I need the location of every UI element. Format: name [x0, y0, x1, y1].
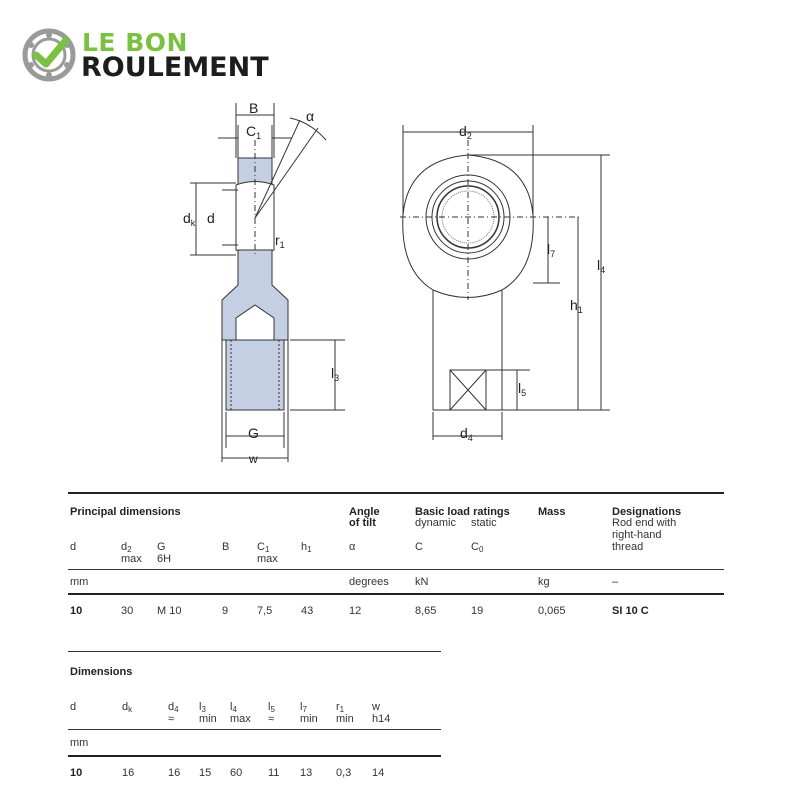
cell-d2: 30	[121, 605, 134, 617]
label-l7: $l_7$	[547, 241, 556, 259]
col2-l5: $l_5$	[268, 701, 275, 714]
cell-h1: 43	[301, 605, 314, 617]
col2-l7: $l_7$	[300, 701, 307, 714]
cell2-w: 14	[372, 767, 385, 779]
col2-l5-note: ≈	[268, 713, 275, 725]
col2-dk: $d_k$	[122, 701, 133, 714]
col2-d4-note: ≈	[168, 713, 175, 725]
group-angle-l2: of tilt	[349, 517, 376, 529]
col-d2: $d_2$	[121, 541, 132, 554]
cell-designation: SI 10 C	[612, 605, 649, 617]
cell-alpha: 12	[349, 605, 362, 617]
design-sub3: thread	[612, 541, 644, 553]
unit-degrees: degrees	[349, 576, 389, 588]
label-l4: $l_4$	[597, 257, 606, 275]
label-h1: $h_1$	[570, 297, 583, 315]
col-G: G	[157, 541, 166, 553]
col-alpha: α	[349, 541, 356, 553]
cell2-r1: 0,3	[336, 767, 352, 779]
group-basic: Basic load ratings	[415, 506, 510, 518]
col-B: B	[222, 541, 230, 553]
design-sub2: right-hand	[612, 529, 662, 541]
col-G-note: 6H	[157, 553, 172, 565]
cell2-d4: 16	[168, 767, 181, 779]
cell2-dk: 16	[122, 767, 135, 779]
col2-w: w	[372, 701, 380, 713]
col2-l7-note: min	[300, 713, 318, 725]
cell2-l4: 60	[230, 767, 243, 779]
cell2-l5: 11	[268, 767, 280, 779]
front-view	[400, 125, 610, 440]
col2-l3: $l_3$	[199, 701, 206, 714]
col2-d4: $d_4$	[168, 701, 179, 714]
col2-d: d	[70, 701, 77, 713]
unit-dash: –	[612, 576, 619, 588]
design-sub1: Rod end with	[612, 517, 677, 529]
col2-w-note: h14	[372, 713, 391, 725]
group-mass: Mass	[538, 506, 566, 518]
cell-B: 9	[222, 605, 229, 617]
col-d2-note: max	[121, 553, 142, 565]
label-w: w	[249, 452, 258, 466]
unit-kg: kg	[538, 576, 550, 588]
unit-mm: mm	[70, 576, 89, 588]
col2-l4: $l_4$	[230, 701, 237, 714]
group-designations: Designations	[612, 506, 682, 518]
cell-C: 8,65	[415, 605, 437, 617]
unit2-mm: mm	[70, 737, 89, 749]
label-alpha: α	[306, 108, 315, 124]
col-h1: $h_1$	[301, 541, 312, 554]
label-r1: $r_1$	[275, 232, 285, 250]
col-C0: $C_0$	[471, 541, 484, 554]
sub-dynamic: dynamic	[415, 517, 456, 529]
group-angle-l1: Angle	[349, 506, 380, 518]
cell-C1: 7,5	[257, 605, 273, 617]
label-B: B	[249, 100, 259, 116]
cell2-l3: 15	[199, 767, 212, 779]
label-l3: $l_3$	[331, 365, 340, 383]
logo-line2: ROULEMENT	[81, 52, 269, 83]
label-C1: $C_1$	[246, 123, 262, 141]
logo-line1: LE BON	[82, 28, 188, 57]
cell-mass: 0,065	[538, 605, 566, 617]
label-dk: $d_k$	[183, 210, 196, 228]
cell2-l7: 13	[300, 767, 313, 779]
col2-l3-note: min	[199, 713, 217, 725]
sub-static: static	[471, 517, 497, 529]
col2-r1-note: min	[336, 713, 354, 725]
label-G: G	[248, 425, 259, 441]
label-d4: $d_4$	[460, 425, 473, 443]
dimensions-title: Dimensions	[70, 666, 133, 678]
label-l5: $l_5$	[518, 380, 527, 398]
col2-l4-note: max	[230, 713, 251, 725]
side-view	[190, 103, 345, 462]
label-d: d	[207, 210, 215, 226]
cell-C0: 19	[471, 605, 484, 617]
col2-r1: $r_1$	[336, 701, 345, 714]
unit-kN: kN	[415, 576, 429, 588]
cell-d: 10	[70, 605, 83, 617]
col-C: C	[415, 541, 423, 553]
label-d2: $d_2$	[459, 123, 472, 141]
cell-G: M 10	[157, 605, 182, 617]
col-d: d	[70, 541, 77, 553]
col-C1: $C_1$	[257, 541, 270, 554]
cell2-d: 10	[70, 767, 83, 779]
group-principal: Principal dimensions	[70, 506, 181, 518]
col-C1-note: max	[257, 553, 278, 565]
